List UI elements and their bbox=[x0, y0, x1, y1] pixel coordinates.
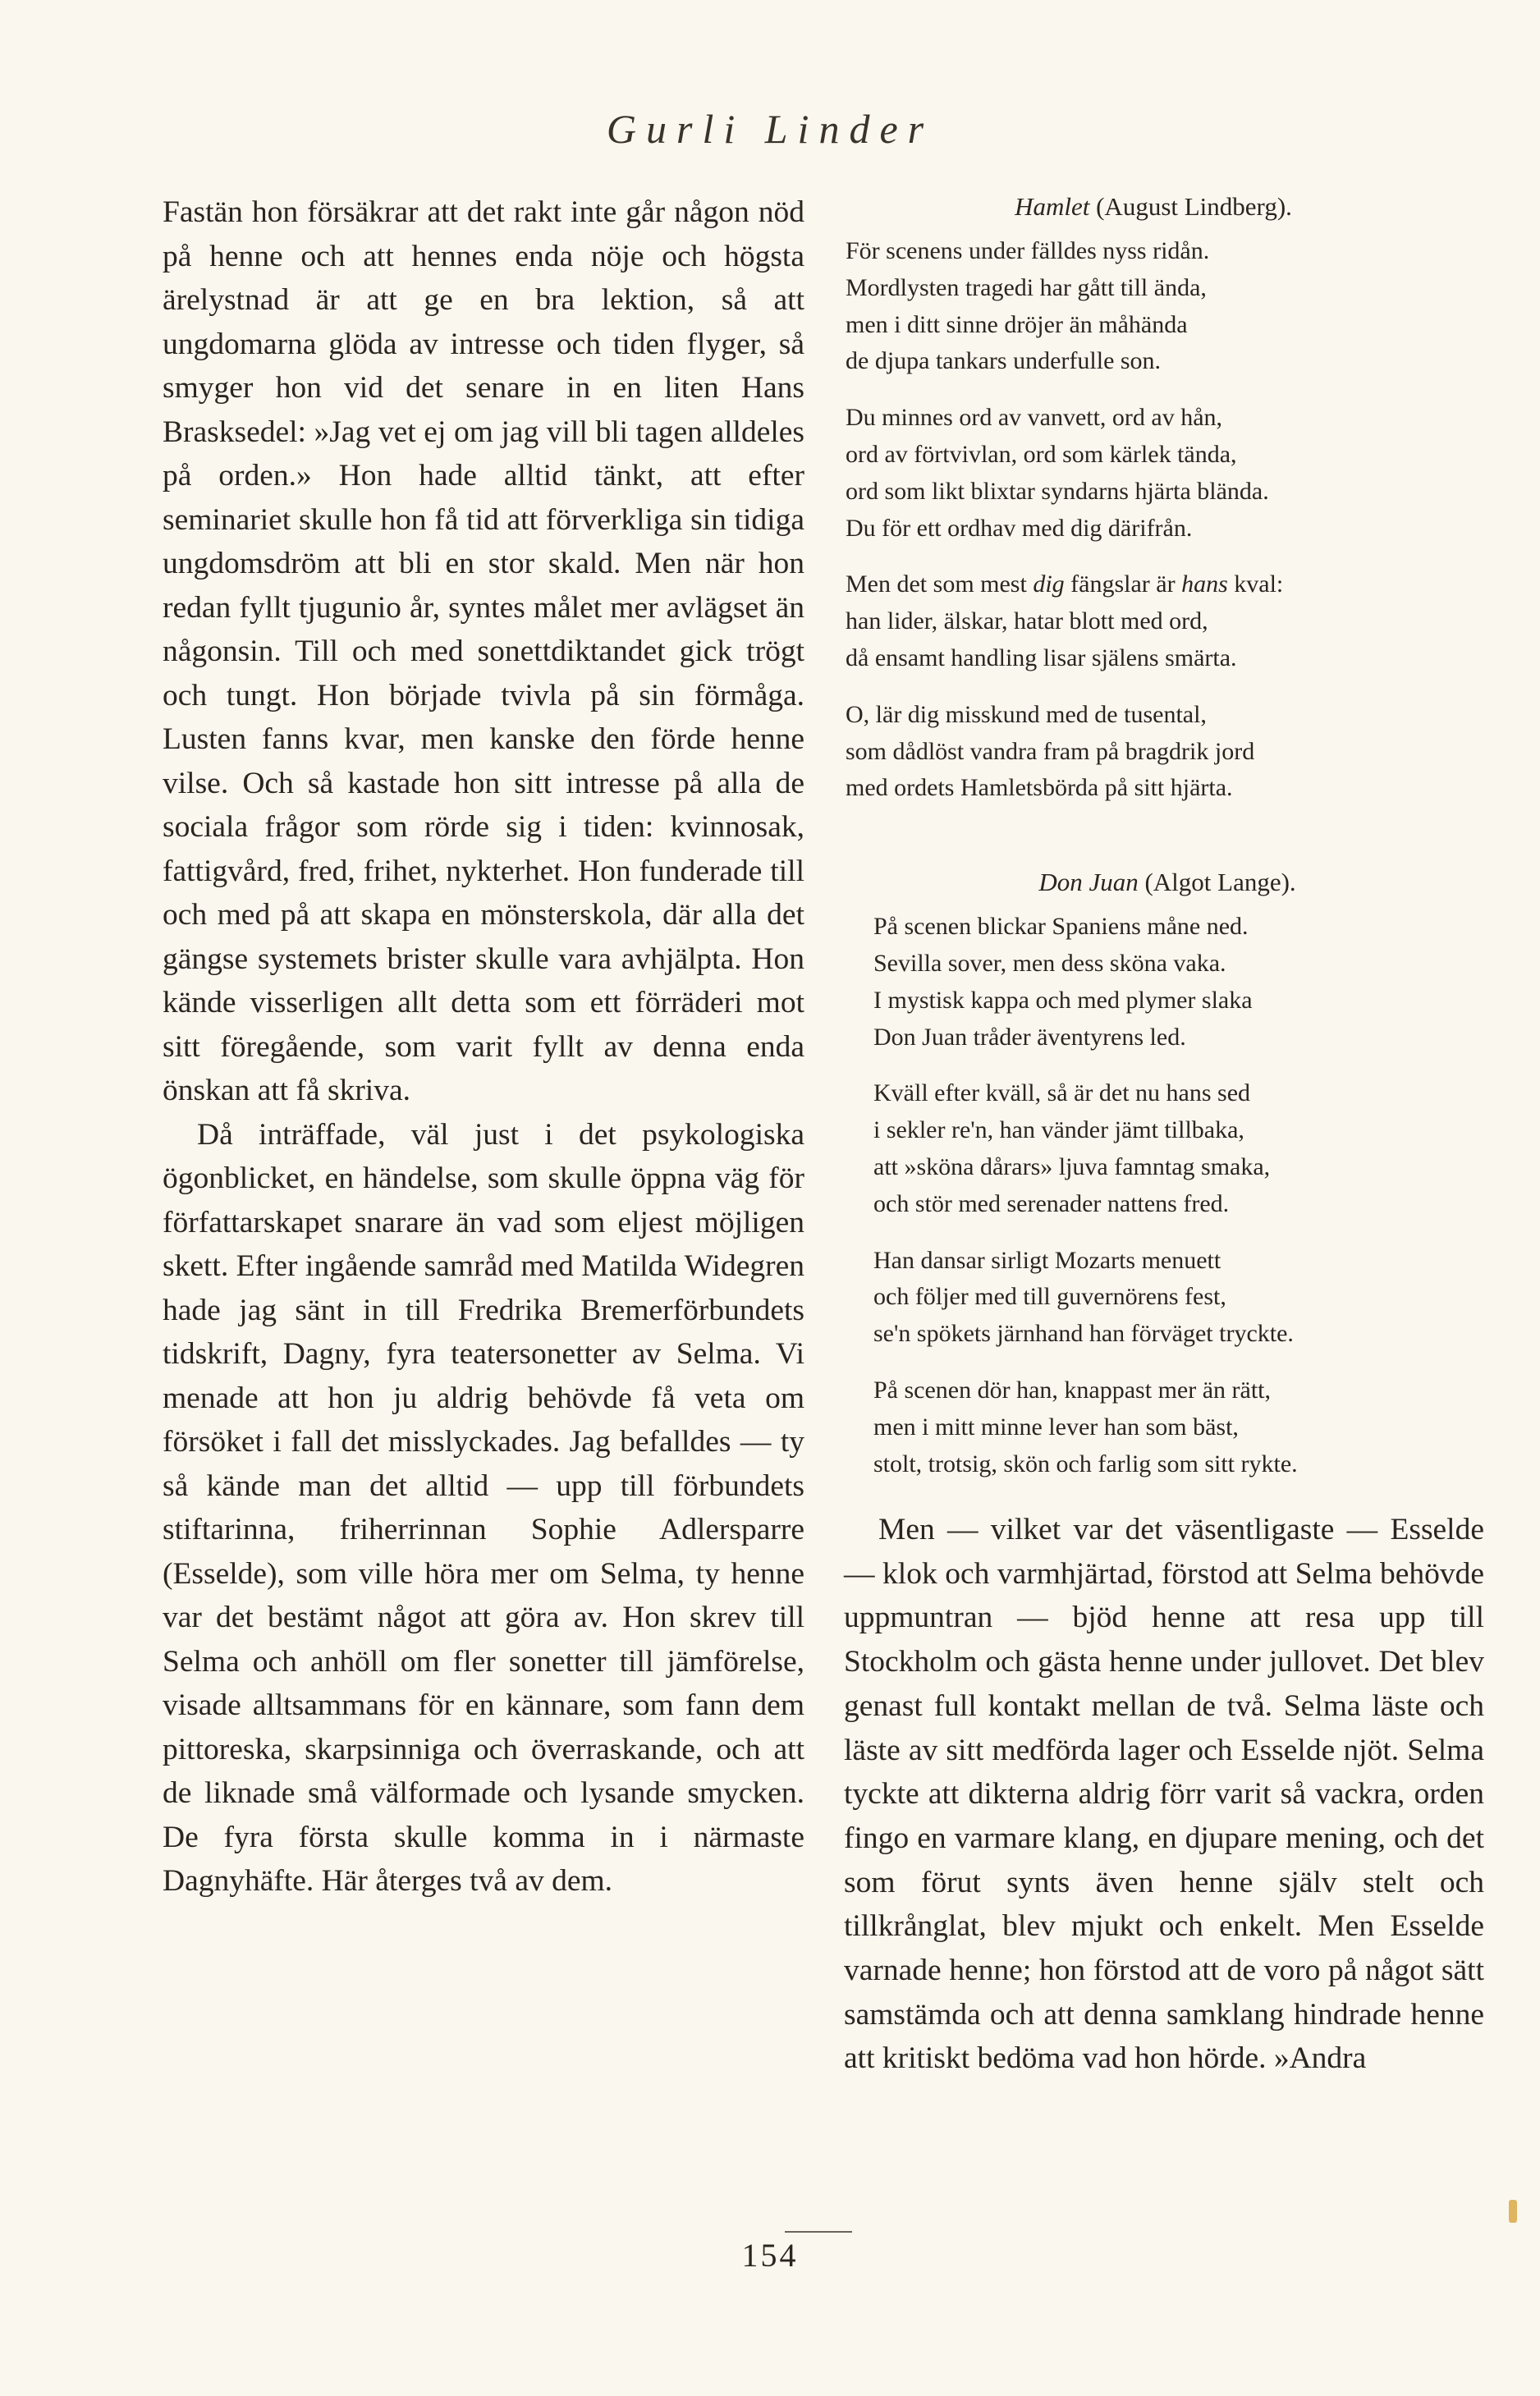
verse-italic: hans bbox=[1181, 570, 1228, 598]
poem-title-rest: (Algot Lange). bbox=[1138, 868, 1296, 897]
verse-line: Sevilla sover, men dess sköna vaka. bbox=[873, 949, 1226, 977]
verse-line: Don Juan tråder äventyrens led. bbox=[873, 1023, 1186, 1051]
verse-line: stolt, trotsig, skön och farlig som sitt rykte. bbox=[873, 1450, 1298, 1477]
paragraph: Fastän hon försäkrar att det rakt inte går någon nöd på henne och att hennes enda nöje och högsta ärelystnad är att ge en bra lektion, så att ungdomarna glöda av intresse och tiden flyger, så smyger hon vid det senare in en liten Hans Brasksedel: »Jag vet ej om jag vill bli tagen alldeles på orden.» Hon hade alltid tänkt, att efter seminariet skulle hon få tid att förverkliga sin tidiga ungdomsdröm att bli en stor skald. Men när hon redan fyllt tjugunio år, syntes målet mer avlägset än någonsin. Till och med sonettdiktandet gick trögt och tungt. Hon började tvivla på sin förmåga. Lusten fanns kvar, men kanske den förde henne vilse. Och så kastade hon sitt intresse på alla de sociala frågor som rörde sig i tiden: kvinnosak, fattigvård, fred, frihet, nykterhet. Hon funderade till och med på att skapa en mönsterskola, där alla det gängse systemets brister skulle vara avhjälpta. Hon kände visserligen allt detta som ett förräderi mot sitt föregående, som varit fyllt av denna enda önskan att få skriva. bbox=[163, 195, 804, 1107]
verse-line: men i mitt minne lever han som bäst, bbox=[873, 1413, 1239, 1441]
verse-line: På scenen blickar Spaniens måne ned. bbox=[873, 913, 1249, 941]
verse-line: de djupa tankars underfulle son. bbox=[846, 347, 1162, 375]
stanza bbox=[846, 697, 1461, 807]
verse-line: Du minnes ord av vanvett, ord av hån, bbox=[846, 404, 1223, 432]
stanza bbox=[873, 1243, 1461, 1353]
verse-line: som dådlöst vandra fram på bragdrik jord bbox=[846, 737, 1255, 765]
verse-line: I mystisk kappa och med plymer slaka bbox=[873, 986, 1253, 1014]
verse-line: På scenen dör han, knappast mer än rätt, bbox=[873, 1376, 1271, 1404]
verse-line bbox=[846, 566, 1461, 603]
poem-hamlet bbox=[844, 189, 1461, 807]
poem-title-italic: Hamlet bbox=[1015, 192, 1090, 221]
verse-italic: dig bbox=[1033, 570, 1065, 598]
verse-line: se'n spökets järnhand han förväget tryckte. bbox=[873, 1320, 1294, 1348]
verse-line: ord av förtvivlan, ord som kärlek tända, bbox=[846, 440, 1237, 468]
page-number: 154 bbox=[741, 2237, 799, 2274]
poem-title-italic: Don Juan bbox=[1038, 868, 1139, 897]
verse-line: Mordlysten tragedi har gått till ända, bbox=[846, 273, 1207, 301]
right-column-poems bbox=[844, 189, 1461, 1502]
left-column bbox=[163, 190, 804, 1904]
verse-line: då ensamt handling lisar själens smärta. bbox=[846, 644, 1237, 671]
stanza bbox=[873, 1372, 1461, 1482]
poem-title bbox=[846, 189, 1461, 225]
stanza bbox=[846, 566, 1461, 676]
right-column-paragraph: Men — vilket var det väsentligaste — Esselde — klok och varmhjärtad, förstod att Selma behövde uppmuntran — bjöd henne att resa upp till Stockholm och gästa henne under jullovet. Det blev genast full kontakt mellan de två. Selma läste och läste av sitt medförda lager och Esselde njöt. Selma tyckte att dikterna aldrig förr varit så vackra, orden fingo en varmare klang, en djupare mening, och det som förut synts även henne själv stelt och tillkrånglat, blev mjukt och enkelt. Men Esselde varnade henne; hon förstod att de voro på något sätt samstämda och att denna samklang hindrade henne att kritiskt bedöma vad hon hörde. »Andra bbox=[844, 1513, 1484, 2076]
stanza bbox=[873, 1075, 1461, 1222]
verse-line: men i ditt sinne dröjer än måhända bbox=[846, 310, 1188, 338]
verse-line: han lider, älskar, hatar blott med ord, bbox=[846, 607, 1208, 635]
stanza bbox=[846, 233, 1461, 380]
folio-rule bbox=[785, 2231, 852, 2233]
verse-line: Han dansar sirligt Mozarts menuett bbox=[873, 1246, 1221, 1274]
verse-line: och följer med till guvernörens fest, bbox=[873, 1283, 1226, 1311]
verse-line: Du för ett ordhav med dig därifrån. bbox=[846, 514, 1193, 542]
verse-fragment: Men det som mest bbox=[846, 570, 1034, 598]
stanza bbox=[873, 909, 1461, 1056]
stanza bbox=[846, 400, 1461, 547]
verse-line: ord som likt blixtar syndarns hjärta blända. bbox=[846, 477, 1269, 505]
verse-line: med ordets Hamletsbörda på sitt hjärta. bbox=[846, 774, 1233, 802]
paragraph: Då inträffade, väl just i det psykologiska ögonblicket, en händelse, som skulle öppna väg för författarskapet snarare än vad som eljest möjligen skett. Efter ingående samråd med Matilda Widegren hade jag sänt in till Fredrika Bremerförbundets tidskrift, Dagny, fyra teatersonetter av Selma. Vi menade att hon ju aldrig behövde få veta om försöket i fall det misslyckades. Jag befalldes — ty så kände man det alltid — upp till förbundets stiftarinna, friherrinnan Sophie Adlersparre (Esselde), som ville höra mer om Selma, ty henne var det bestämt något att göra av. Hon skrev till Selma och anhöll om fler sonetter till jämförelse, visade alltsammans för en kännare, som fann dem pittoreska, skarpsinniga och överraskande, och att de liknade små välformade och lysande smycken. De fyra första skulle komma in i närmaste Dagnyhäfte. Här återges två av dem. bbox=[163, 1117, 804, 1898]
poem-don-juan bbox=[844, 864, 1461, 1482]
verse-line: i sekler re'n, han vänder jämt tillbaka, bbox=[873, 1116, 1244, 1144]
verse-line: och stör med serenader nattens fred. bbox=[873, 1189, 1230, 1217]
poem-title bbox=[873, 864, 1461, 900]
margin-mark bbox=[1509, 2200, 1517, 2223]
verse-line: att »sköna dårars» ljuva famntag smaka, bbox=[873, 1152, 1271, 1180]
verse-line: För scenens under fälldes nyss ridån. bbox=[846, 237, 1210, 264]
running-head: Gurli Linder bbox=[606, 106, 934, 152]
verse-line: O, lär dig misskund med de tusental, bbox=[846, 700, 1207, 728]
verse-fragment: fängslar är bbox=[1064, 570, 1182, 598]
poem-title-rest: (August Lindberg). bbox=[1089, 192, 1292, 221]
verse-fragment: kval: bbox=[1227, 570, 1284, 598]
verse-line: Kväll efter kväll, så är det nu hans sed bbox=[873, 1079, 1251, 1107]
